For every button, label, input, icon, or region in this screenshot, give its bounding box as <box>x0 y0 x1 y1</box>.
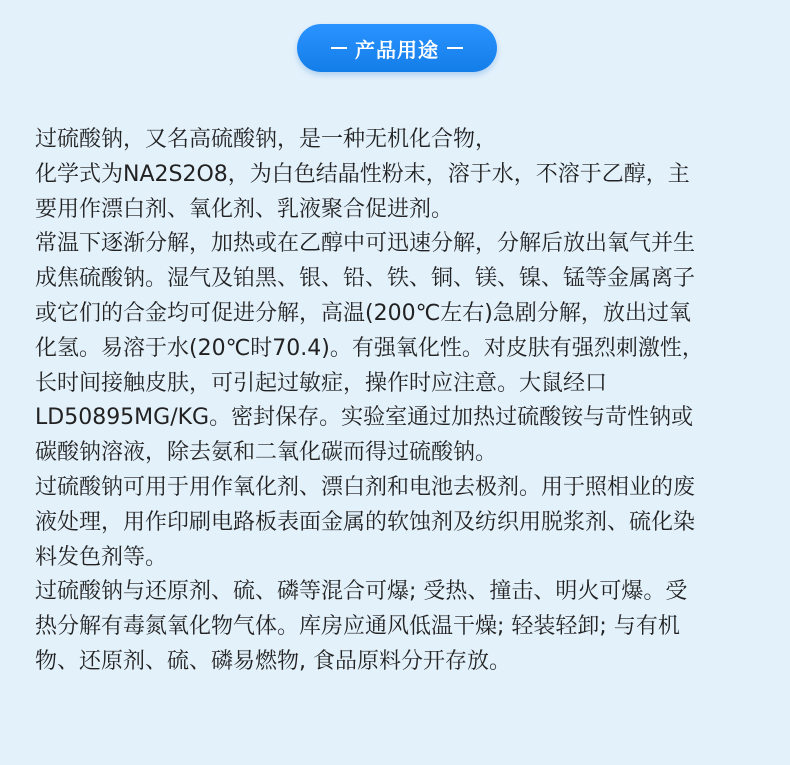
text-line: 过硫酸钠与还原剂、硫、磷等混合可爆; 受热、撞击、明火可爆。受 <box>35 579 688 605</box>
text-line: 料发色剂等。 <box>35 544 168 570</box>
text-line: 要用作漂白剂、氧化剂、乳液聚合促进剂。 <box>35 196 454 222</box>
section-title-pill <box>297 24 497 72</box>
text-line: 热分解有毒氮氧化物气体。库房应通风低温干燥; 轻装轻卸; 与有机 <box>35 614 680 640</box>
text-line: LD50895MG/KG。密封保存。实验室通过加热过硫酸铵与苛性钠或 <box>35 405 694 431</box>
text-line: 化学式为NA2S2O8，为白色结晶性粉末，溶于水，不溶于乙醇，主 <box>35 161 690 187</box>
section-title: 产品用途 <box>355 37 439 62</box>
text-line: 常温下逐渐分解，加热或在乙醇中可迅速分解，分解后放出氧气并生 <box>35 231 696 257</box>
text-line: 过硫酸钠可用于用作氧化剂、漂白剂和电池去极剂。用于照相业的废 <box>35 474 696 500</box>
text-line: 过硫酸钠，又名高硫酸钠，是一种无机化合物， <box>35 127 498 152</box>
text-line: 碳酸钠溶液，除去氨和二氧化碳而得过硫酸钠。 <box>35 440 498 466</box>
product-usage-text <box>35 123 757 680</box>
left-dash-decoration <box>331 47 347 49</box>
text-line: 物、还原剂、硫、磷易燃物, 食品原料分开存放。 <box>35 648 511 674</box>
text-line: 长时间接触皮肤，可引起过敏症，操作时应注意。大鼠经口 <box>35 370 608 396</box>
text-line: 液处理，用作印刷电路板表面金属的软蚀剂及纺织用脱浆剂、硫化染 <box>35 509 696 535</box>
text-line: 或它们的合金均可促进分解，高温(200℃左右)急剧分解，放出过氧 <box>35 300 691 326</box>
text-line: 化氢。易溶于水(20℃时70.4)。有强氧化性。对皮肤有强烈刺激性， <box>35 335 704 361</box>
text-line: 成焦硫酸钠。湿气及铂黑、银、铅、铁、铜、镁、镍、锰等金属离子 <box>35 266 696 292</box>
right-dash-decoration <box>447 47 463 49</box>
